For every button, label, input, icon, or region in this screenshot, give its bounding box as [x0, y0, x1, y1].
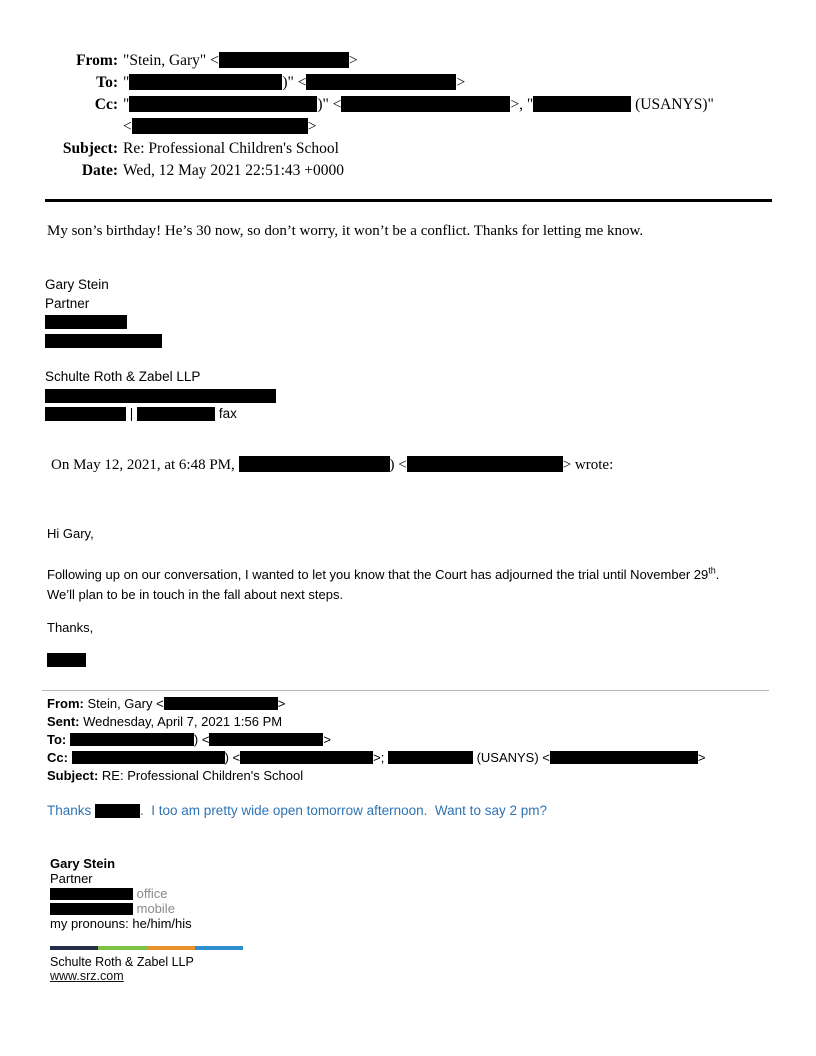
redaction-bar — [95, 804, 140, 818]
redaction-bar — [50, 888, 133, 900]
signature1-fax-line: | fax — [45, 405, 276, 424]
quoted-to-row: To: ) < > — [47, 732, 332, 747]
redaction-bar — [306, 74, 456, 90]
quoted-cc-label: Cc: — [47, 750, 68, 765]
cc-label: Cc: — [94, 96, 118, 113]
email-header — [40, 50, 774, 182]
redaction-bar — [137, 407, 215, 421]
redaction-bar — [45, 389, 276, 403]
quoted-sent-label: Sent: — [47, 714, 80, 729]
superscript-th: th — [708, 565, 716, 576]
signature1-phone-line — [45, 313, 276, 332]
brand-bar-orange-segment — [147, 946, 195, 950]
redaction-bar — [45, 334, 162, 348]
signature-block-2 — [50, 856, 192, 931]
header-date-row — [40, 160, 774, 182]
signature2-pronouns: my pronouns: he/him/his — [50, 916, 192, 931]
inner-closing: Thanks, — [47, 620, 94, 635]
office-label: office — [136, 886, 168, 901]
brand-color-bar — [50, 946, 243, 950]
quoted-from-row: From: Stein, Gary < > — [47, 696, 286, 711]
inner-greeting: Hi Gary, — [47, 526, 94, 541]
to-label: To: — [96, 74, 118, 91]
redaction-bar — [219, 52, 349, 68]
quoted-header-divider — [42, 690, 769, 691]
quoted-to-label: To: — [47, 732, 67, 747]
subject-label: Subject: — [62, 140, 118, 157]
inner-email-body — [47, 524, 771, 667]
signature1-email-line — [45, 332, 276, 351]
redaction-bar — [388, 751, 473, 764]
mobile-label: mobile — [136, 901, 175, 916]
signature-block-1 — [45, 276, 276, 424]
quoted-reply-text: Thanks . I too am pretty wide open tomorrow afternoon. Want to say 2 pm? — [47, 803, 547, 818]
redaction-bar — [533, 96, 631, 112]
quoted-cc-row: Cc: ) < >; (USANYS) < > — [47, 750, 706, 765]
redaction-bar — [239, 456, 390, 472]
header-subject-row — [40, 138, 774, 160]
redaction-bar — [129, 74, 282, 90]
from-value: "Stein, Gary" < > — [123, 52, 358, 69]
brand-bar-navy-segment — [50, 946, 98, 950]
redaction-bar — [550, 751, 698, 764]
header-divider-rule — [45, 199, 772, 202]
redaction-bar — [341, 96, 510, 112]
inner-signoff-line — [47, 653, 771, 667]
quoted-subject-label: Subject: — [47, 768, 99, 783]
signature2-name: Gary Stein — [50, 856, 116, 871]
signature2-mobile-line — [50, 901, 192, 916]
to-value: " )" < > — [123, 74, 466, 91]
redaction-bar — [47, 653, 86, 667]
signature2-footer — [50, 956, 194, 983]
redaction-bar — [45, 407, 126, 421]
redaction-bar — [129, 96, 317, 112]
cc-value: " )" < >, " (USANYS)" < > — [123, 96, 714, 135]
redaction-bar — [50, 903, 133, 915]
redaction-bar — [407, 456, 563, 472]
redaction-bar — [132, 118, 308, 134]
spacer — [45, 350, 276, 368]
header-cc-row — [40, 94, 774, 138]
header-from-row — [40, 50, 774, 72]
quoted-subject-row: Subject: RE: Professional Children's School — [47, 768, 304, 783]
signature1-company: Schulte Roth & Zabel LLP — [45, 369, 201, 384]
signature1-name: Gary Stein — [45, 277, 109, 292]
reply-body-text: My son’s birthday! He’s 30 now, so don’t worry, it won’t be a conflict. Thanks for letting me know. — [47, 223, 644, 239]
quoted-from-label: From: — [47, 696, 84, 711]
date-value: Wed, 12 May 2021 22:51:43 +0000 — [123, 162, 345, 179]
redaction-bar — [72, 751, 225, 764]
company-website-link[interactable]: www.srz.com — [50, 968, 124, 983]
subject-value: Re: Professional Children's School — [123, 140, 339, 157]
brand-bar-green-segment — [98, 946, 146, 950]
signature1-address-line — [45, 387, 276, 406]
redaction-bar — [240, 751, 373, 764]
signature2-company: Schulte Roth & Zabel LLP — [50, 955, 194, 969]
brand-bar-blue-segment — [195, 946, 243, 950]
header-to-row — [40, 72, 774, 94]
redaction-bar — [209, 733, 323, 746]
quoted-sent-row: Sent: Wednesday, April 7, 2021 1:56 PM — [47, 714, 283, 729]
signature2-office-line — [50, 886, 192, 901]
date-label: Date: — [81, 162, 118, 179]
inner-paragraph: Following up on our conversation, I wanted to let you know that the Court has adjourned the trial until November 29th. We’ll plan to be in touch in the fall about next steps. — [47, 565, 720, 602]
redaction-bar — [164, 697, 278, 710]
from-label: From: — [76, 52, 118, 69]
redaction-bar — [70, 733, 194, 746]
quoted-email-header — [47, 695, 771, 785]
quote-attribution: On May 12, 2021, at 6:48 PM, ) < > wrote: — [51, 457, 614, 473]
signature1-title: Partner — [45, 295, 90, 311]
signature2-title: Partner — [50, 871, 93, 886]
redaction-bar — [45, 315, 127, 329]
